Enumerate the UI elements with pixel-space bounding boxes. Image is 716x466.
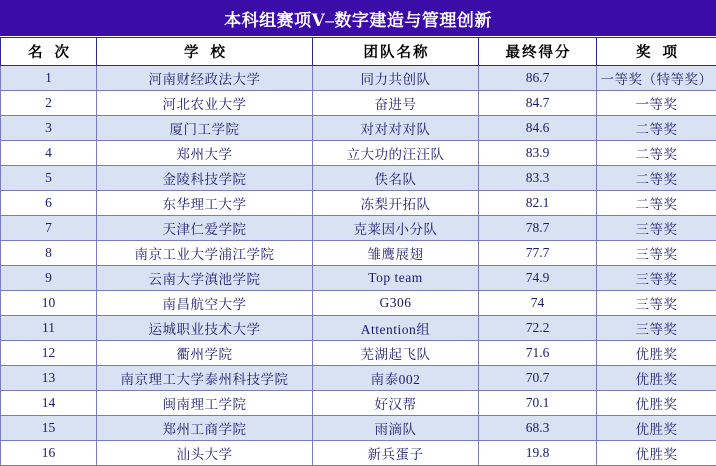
cell-school: 南昌航空大学 (97, 291, 313, 316)
cell-rank: 12 (1, 341, 97, 366)
cell-rank: 4 (1, 141, 97, 166)
table-row (1, 216, 716, 241)
cell-school: 南京理工大学泰州科技学院 (97, 366, 313, 391)
cell-score: 86.7 (479, 66, 597, 91)
table-row (1, 341, 716, 366)
cell-score: 74 (479, 291, 597, 316)
cell-team: 同力共创队 (313, 66, 479, 91)
column-header-team: 团队名称 (313, 38, 479, 66)
page-title-bar (0, 0, 716, 37)
cell-team: 立大功的汪汪队 (313, 141, 479, 166)
cell-award: 二等奖 (597, 166, 716, 191)
cell-school: 天津仁爱学院 (97, 216, 313, 241)
cell-score: 84.7 (479, 91, 597, 116)
cell-team: 对对对对队 (313, 116, 479, 141)
cell-score: 19.8 (479, 441, 597, 466)
cell-school: 闽南理工学院 (97, 391, 313, 416)
cell-award: 二等奖 (597, 191, 716, 216)
cell-team: 好汉帮 (313, 391, 479, 416)
table-row (1, 316, 716, 341)
cell-rank: 10 (1, 291, 97, 316)
cell-award: 优胜奖 (597, 366, 716, 391)
cell-award: 优胜奖 (597, 441, 716, 466)
cell-team: 奋进号 (313, 91, 479, 116)
cell-school: 郑州工商学院 (97, 416, 313, 441)
cell-award: 二等奖 (597, 141, 716, 166)
cell-school: 衢州学院 (97, 341, 313, 366)
cell-team: 雨滴队 (313, 416, 479, 441)
cell-school: 汕头大学 (97, 441, 313, 466)
cell-school: 厦门工学院 (97, 116, 313, 141)
table-row (1, 191, 716, 216)
results-table (0, 37, 716, 466)
cell-school: 河南财经政法大学 (97, 66, 313, 91)
cell-score: 82.1 (479, 191, 597, 216)
cell-school: 南京工业大学浦江学院 (97, 241, 313, 266)
cell-rank: 16 (1, 441, 97, 466)
cell-school: 东华理工大学 (97, 191, 313, 216)
table-row (1, 166, 716, 191)
page-title: 本科组赛项Ⅴ–数字建造与管理创新 (224, 6, 492, 31)
cell-school: 河北农业大学 (97, 91, 313, 116)
cell-award: 三等奖 (597, 266, 716, 291)
cell-team: 克莱因小分队 (313, 216, 479, 241)
cell-rank: 3 (1, 116, 97, 141)
cell-team: 新兵蛋子 (313, 441, 479, 466)
table-header-row (1, 38, 716, 66)
table-row (1, 391, 716, 416)
cell-score: 71.6 (479, 341, 597, 366)
cell-rank: 15 (1, 416, 97, 441)
cell-score: 70.7 (479, 366, 597, 391)
cell-rank: 1 (1, 66, 97, 91)
cell-school: 云南大学滇池学院 (97, 266, 313, 291)
table-row (1, 116, 716, 141)
table-row (1, 91, 716, 116)
cell-team: 雏鹰展翅 (313, 241, 479, 266)
cell-rank: 14 (1, 391, 97, 416)
cell-award: 二等奖 (597, 116, 716, 141)
cell-team: 佚名队 (313, 166, 479, 191)
table-row (1, 416, 716, 441)
cell-score: 78.7 (479, 216, 597, 241)
cell-rank: 7 (1, 216, 97, 241)
cell-rank: 9 (1, 266, 97, 291)
cell-score: 72.2 (479, 316, 597, 341)
cell-award: 三等奖 (597, 241, 716, 266)
cell-award: 三等奖 (597, 291, 716, 316)
cell-score: 70.1 (479, 391, 597, 416)
table-row (1, 441, 716, 466)
cell-team: Attention组 (313, 316, 479, 341)
cell-school: 金陵科技学院 (97, 166, 313, 191)
cell-score: 83.3 (479, 166, 597, 191)
column-header-award: 奖项 (597, 38, 716, 66)
cell-team: 南泰002 (313, 366, 479, 391)
cell-award: 优胜奖 (597, 341, 716, 366)
cell-team: Top team (313, 266, 479, 291)
column-header-rank: 名次 (1, 38, 97, 66)
cell-rank: 13 (1, 366, 97, 391)
cell-award: 优胜奖 (597, 391, 716, 416)
cell-team: 芜湖起飞队 (313, 341, 479, 366)
cell-rank: 2 (1, 91, 97, 116)
cell-school: 郑州大学 (97, 141, 313, 166)
cell-rank: 5 (1, 166, 97, 191)
cell-award: 一等奖 (597, 91, 716, 116)
cell-rank: 6 (1, 191, 97, 216)
cell-school: 运城职业技术大学 (97, 316, 313, 341)
cell-award: 三等奖 (597, 316, 716, 341)
table-body (1, 66, 716, 466)
cell-score: 83.9 (479, 141, 597, 166)
table-row (1, 366, 716, 391)
cell-score: 84.6 (479, 116, 597, 141)
cell-team: G306 (313, 291, 479, 316)
cell-team: 冻梨开拓队 (313, 191, 479, 216)
table-row (1, 291, 716, 316)
cell-score: 77.7 (479, 241, 597, 266)
cell-award: 三等奖 (597, 216, 716, 241)
column-header-school: 学校 (97, 38, 313, 66)
cell-rank: 11 (1, 316, 97, 341)
column-header-score: 最终得分 (479, 38, 597, 66)
table-header (1, 38, 716, 66)
cell-score: 74.9 (479, 266, 597, 291)
table-row (1, 241, 716, 266)
cell-score: 68.3 (479, 416, 597, 441)
table-row (1, 266, 716, 291)
cell-award: 优胜奖 (597, 416, 716, 441)
table-row (1, 66, 716, 91)
cell-award: 一等奖（特等奖） (597, 66, 716, 91)
table-row (1, 141, 716, 166)
cell-rank: 8 (1, 241, 97, 266)
